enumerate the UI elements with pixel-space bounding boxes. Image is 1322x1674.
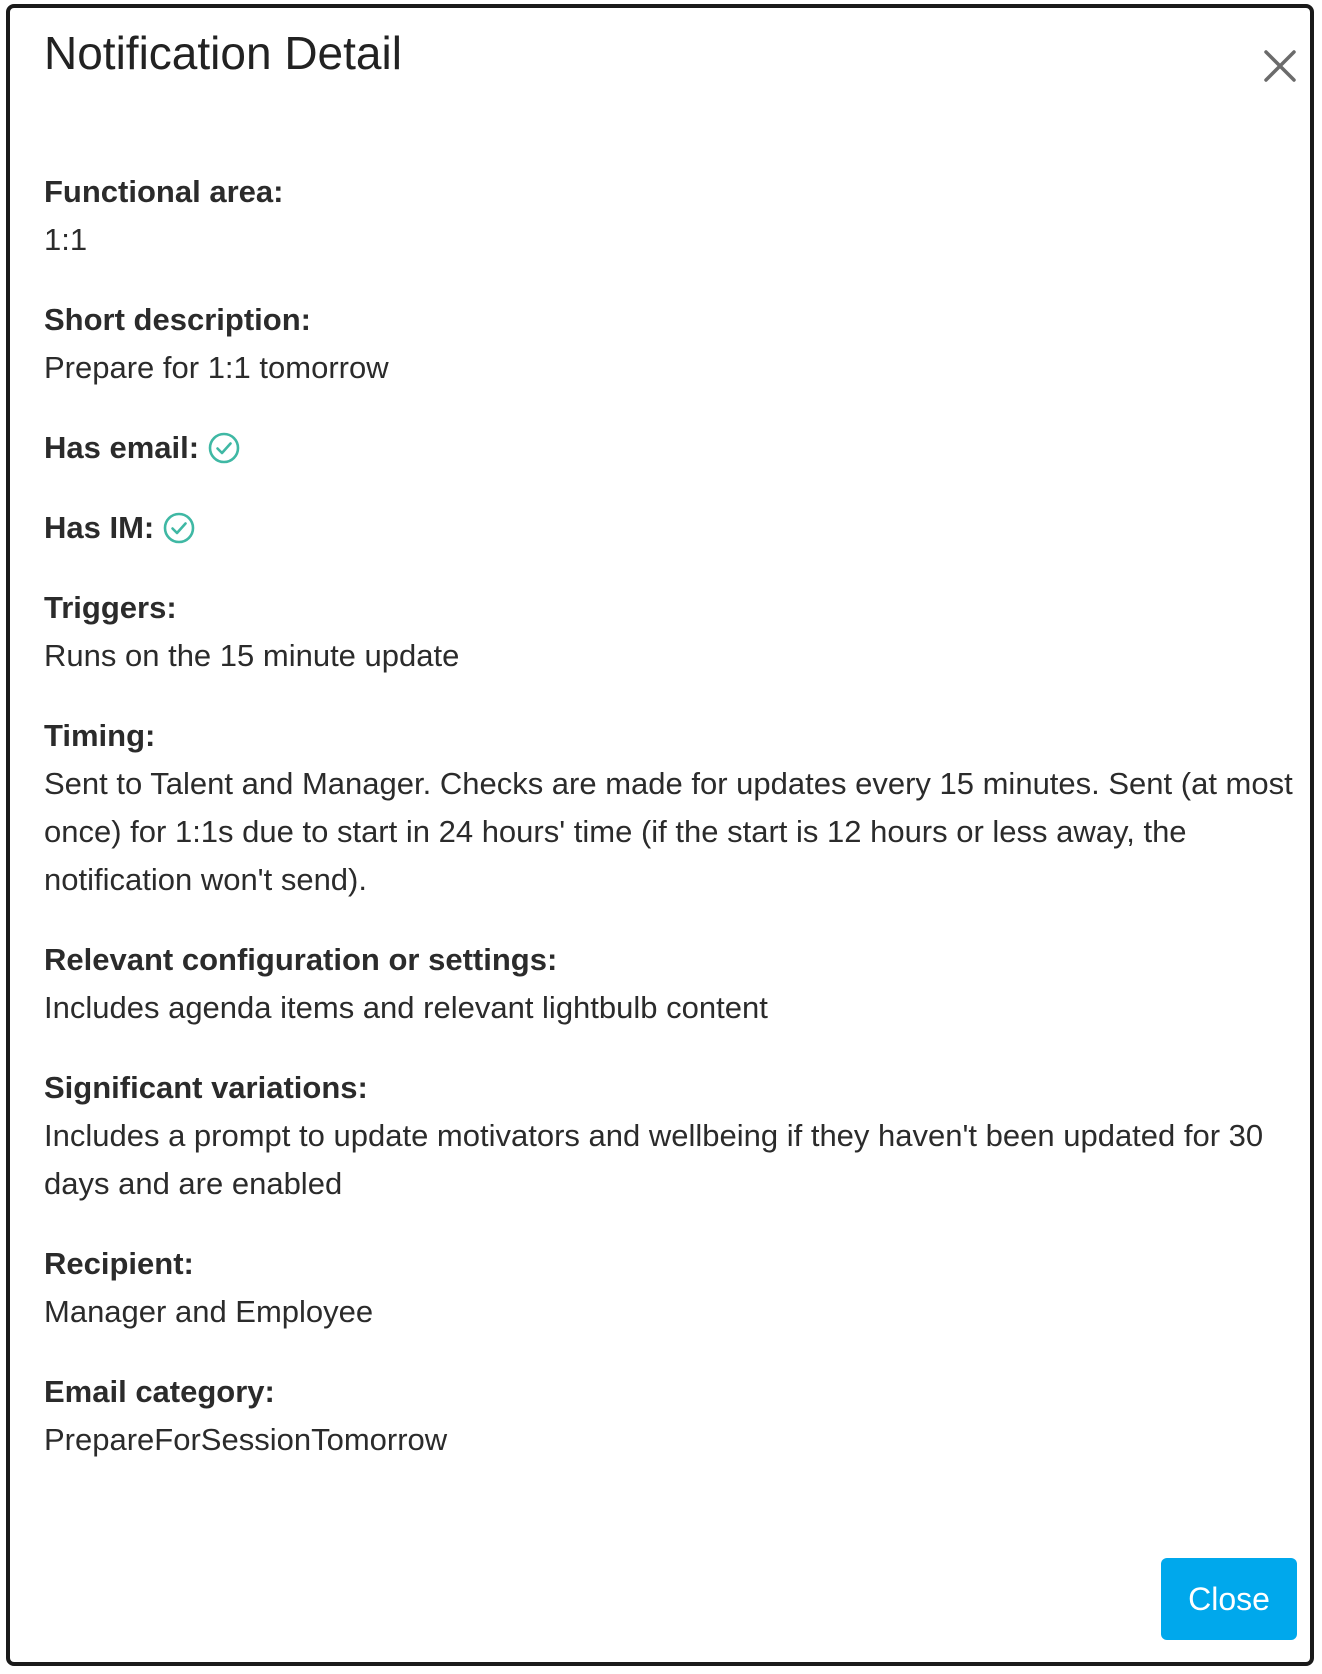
- field-label: Recipient:: [44, 1246, 194, 1281]
- field-has-email: [44, 424, 1294, 472]
- field-timing: [44, 712, 1294, 904]
- close-button[interactable]: Close: [1161, 1558, 1297, 1640]
- close-icon[interactable]: [1258, 44, 1302, 88]
- field-value: PrepareForSessionTomorrow: [44, 1422, 448, 1457]
- check-circle-icon: [162, 511, 196, 545]
- field-triggers: [44, 584, 1294, 680]
- field-value: Includes agenda items and relevant lightbulb content: [44, 990, 768, 1025]
- detail-content: [44, 168, 1294, 1496]
- dialog-title: Notification Detail: [44, 27, 402, 79]
- field-label: Email category:: [44, 1374, 275, 1409]
- check-circle-icon: [207, 431, 241, 465]
- field-label: Functional area:: [44, 174, 284, 209]
- field-label: Significant variations:: [44, 1070, 368, 1105]
- field-recipient: [44, 1240, 1294, 1336]
- field-has-im: [44, 504, 1294, 552]
- field-value: Runs on the 15 minute update: [44, 638, 460, 673]
- field-label: Relevant configuration or settings:: [44, 942, 558, 977]
- field-short-description: [44, 296, 1294, 392]
- field-functional-area: [44, 168, 1294, 264]
- field-relevant-configuration: [44, 936, 1294, 1032]
- field-value: Includes a prompt to update motivators and wellbeing if they haven't been updated for 30 days and are enabled: [44, 1118, 1264, 1201]
- field-value: Sent to Talent and Manager. Checks are made for updates every 15 minutes. Sent (at most once) for 1:1s due to start in 24 hours' time (if the start is 12 hours or less away, the notification won't send).: [44, 766, 1293, 897]
- field-value: 1:1: [44, 222, 88, 257]
- field-label: Has email:: [44, 430, 200, 465]
- field-label: Triggers:: [44, 590, 177, 625]
- field-label: Short description:: [44, 302, 311, 337]
- field-label: Timing:: [44, 718, 156, 753]
- field-significant-variations: [44, 1064, 1294, 1208]
- field-email-category: [44, 1368, 1294, 1464]
- field-label: Has IM:: [44, 510, 155, 545]
- field-value: Prepare for 1:1 tomorrow: [44, 350, 389, 385]
- field-value: Manager and Employee: [44, 1294, 374, 1329]
- notification-detail-dialog: [6, 4, 1314, 1666]
